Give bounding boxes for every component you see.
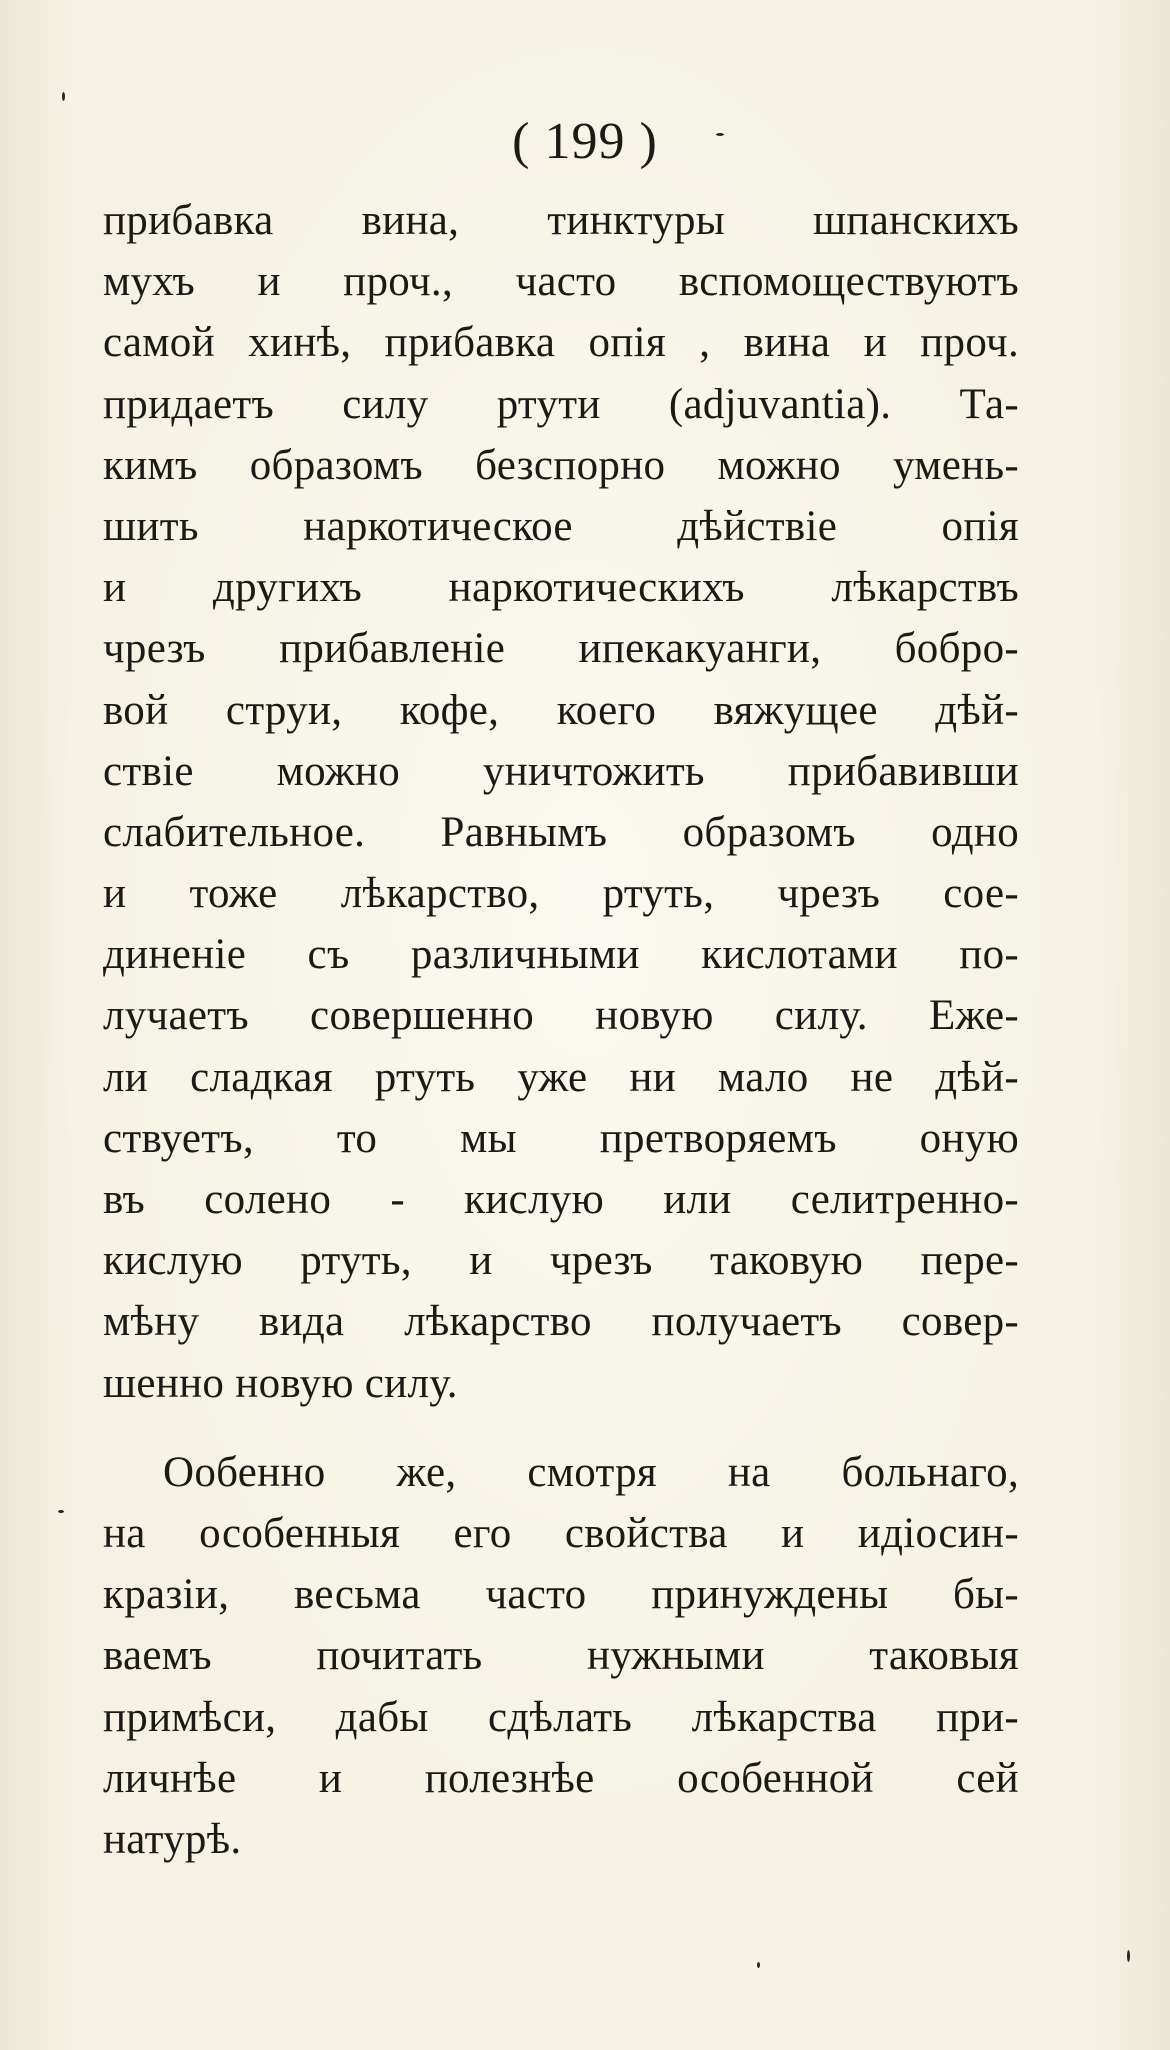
text-line: мѣну вида лѣкарство получаетъ совер- [103,1298,1019,1346]
print-speck [716,133,724,136]
paragraph-1 [103,190,1019,1414]
text-line: мухъ и проч., часто вспомоществуютъ [103,258,1019,306]
text-line: натурѣ. [103,1815,242,1863]
text-line: ли сладкая ртуть уже ни мало не дѣй- [103,1053,1019,1101]
text-line: придаетъ силу ртути (adjuvantia). Та- [103,380,1019,428]
text-line: диненіе съ различными кислотами по- [103,931,1019,979]
text-line: кимъ образомъ безспорно можно умень- [103,441,1019,489]
text-line: примѣси, дабы сдѣлать лѣкарства при- [103,1693,1019,1741]
text-line: кразіи, весьма часто принуждены бы- [103,1571,1019,1619]
paragraph-gap [103,1414,1019,1442]
print-speck [1127,1950,1130,1962]
text-line: лучаетъ совершенно новую силу. Еже- [103,992,1019,1040]
text-line: самой хинѣ, прибавка опія , вина и проч. [103,319,1019,367]
text-line: шить наркотическое дѣйствіе опія [103,502,1019,550]
body-text [103,190,1019,1870]
text-line: Ообенно же, смотря на больнаго, [163,1448,1019,1496]
paragraph-2 [103,1442,1019,1870]
text-line: ваемъ почитать нужными таковыя [103,1632,1019,1680]
text-line: слабительное. Равнымъ образомъ одно [103,808,1019,856]
text-line: чрезъ прибавленіе ипекакуанги, бобро- [103,625,1019,673]
text-line: вой струи, кофе, коего вяжущее дѣй- [103,686,1019,734]
text-line: ствуетъ, то мы претворяемъ оную [103,1114,1019,1162]
text-line: и другихъ наркотическихъ лѣкарствъ [103,564,1019,612]
text-line: въ солено - кислую или селитренно- [103,1176,1019,1223]
print-speck [757,1962,760,1968]
page-number: ( 199 ) [512,113,658,170]
text-line: личнѣе и полезнѣе особенной сей [103,1754,1019,1802]
text-line: и тоже лѣкарство, ртуть, чрезъ сое- [103,870,1019,918]
print-speck [62,92,65,101]
text-line: прибавка вина, тинктуры шпанскихъ [103,197,1019,244]
text-line: на особенныя его свойства и идіосин- [103,1509,1019,1557]
text-line: ствіе можно уничтожить прибавивши [103,747,1019,795]
print-speck [58,1510,64,1513]
text-line: шенно новую силу. [103,1359,458,1407]
text-line: кислую ртуть, и чрезъ таковую пере- [103,1237,1019,1285]
